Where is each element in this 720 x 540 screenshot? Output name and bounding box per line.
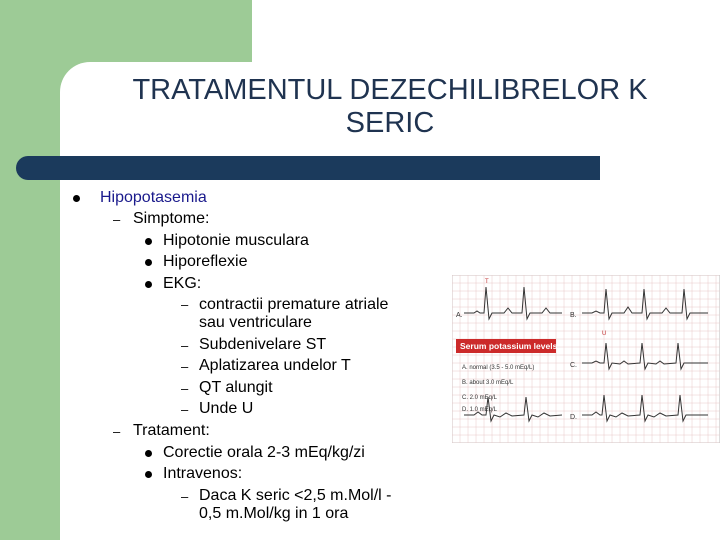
title-line-2: SERIC [345, 107, 435, 139]
dash-marker: – [181, 359, 189, 374]
slide-title [60, 74, 720, 140]
row-label-d-text: 1.0 mEq/L [469, 407, 498, 413]
right-letter-d: D. [570, 414, 577, 421]
row-label-a-letter: A. [462, 365, 468, 371]
right-letter-b: B. [570, 312, 577, 319]
row-label-b-text: about 3.0 mEq/L [469, 380, 514, 386]
hypokalemia-heading: Hipopotasemia [100, 189, 207, 206]
treatment-label: Tratament: [133, 422, 210, 439]
row-letter-a: A. [456, 312, 463, 319]
dash-marker: – [181, 338, 189, 353]
row-label-c [462, 395, 498, 401]
treatment-item: Corectie orala 2-3 mEq/kg/zi [163, 444, 365, 461]
dash-marker: – [113, 424, 121, 439]
ekg-item: contractii premature atriale [199, 296, 389, 313]
marker-t: T [485, 279, 489, 285]
ekg-heading: Serum potassium levels [460, 341, 558, 351]
row-label-c-text: 2.0 mEq/L [469, 395, 498, 401]
ekg-item: QT alungit [199, 379, 273, 396]
row-label-b [462, 380, 514, 386]
dash-marker: – [181, 381, 189, 396]
bullet-dot [145, 281, 152, 288]
row-label-a [462, 365, 534, 371]
symptom-item: Hiporeflexie [163, 253, 248, 270]
ekg-item-continued: sau ventriculare [199, 314, 312, 331]
ekg-figure [452, 275, 720, 443]
row-label-d [462, 407, 498, 413]
symptom-item: EKG: [163, 275, 202, 292]
bullet-dot [145, 238, 152, 245]
ekg-item: Aplatizarea undelor T [199, 357, 351, 374]
bullet-dot [145, 450, 152, 457]
marker-u: U [602, 331, 607, 337]
symptom-item: Hipotonie musculara [163, 232, 309, 249]
row-label-b-letter: B. [462, 380, 468, 386]
row-label-d-letter: D. [462, 407, 468, 413]
iv-item-continued: 0,5 m.Mol/kg in 1 ora [199, 505, 349, 522]
ekg-item: Unde U [199, 400, 254, 417]
bullet-dot [145, 471, 152, 478]
right-letter-c: C. [570, 362, 577, 369]
dash-marker: – [181, 297, 189, 312]
ekg-item: Subdenivelare ST [199, 336, 327, 353]
dash-marker: – [181, 402, 189, 417]
row-label-a-text: normal (3.5 - 5.0 mEq/L) [469, 365, 535, 371]
title-line-1: TRATAMENTUL DEZECHILIBRELOR K [132, 74, 648, 106]
dash-marker: – [113, 212, 121, 227]
row-label-c-letter: C. [462, 395, 468, 401]
treatment-item: Intravenos: [163, 465, 243, 482]
bullet-dot [145, 259, 152, 266]
dash-marker: – [181, 489, 189, 504]
bullet-dot [73, 195, 80, 202]
iv-item: Daca K seric <2,5 m.Mol/l - [199, 487, 392, 504]
title-bar [16, 156, 600, 180]
symptoms-label: Simptome: [133, 210, 210, 227]
